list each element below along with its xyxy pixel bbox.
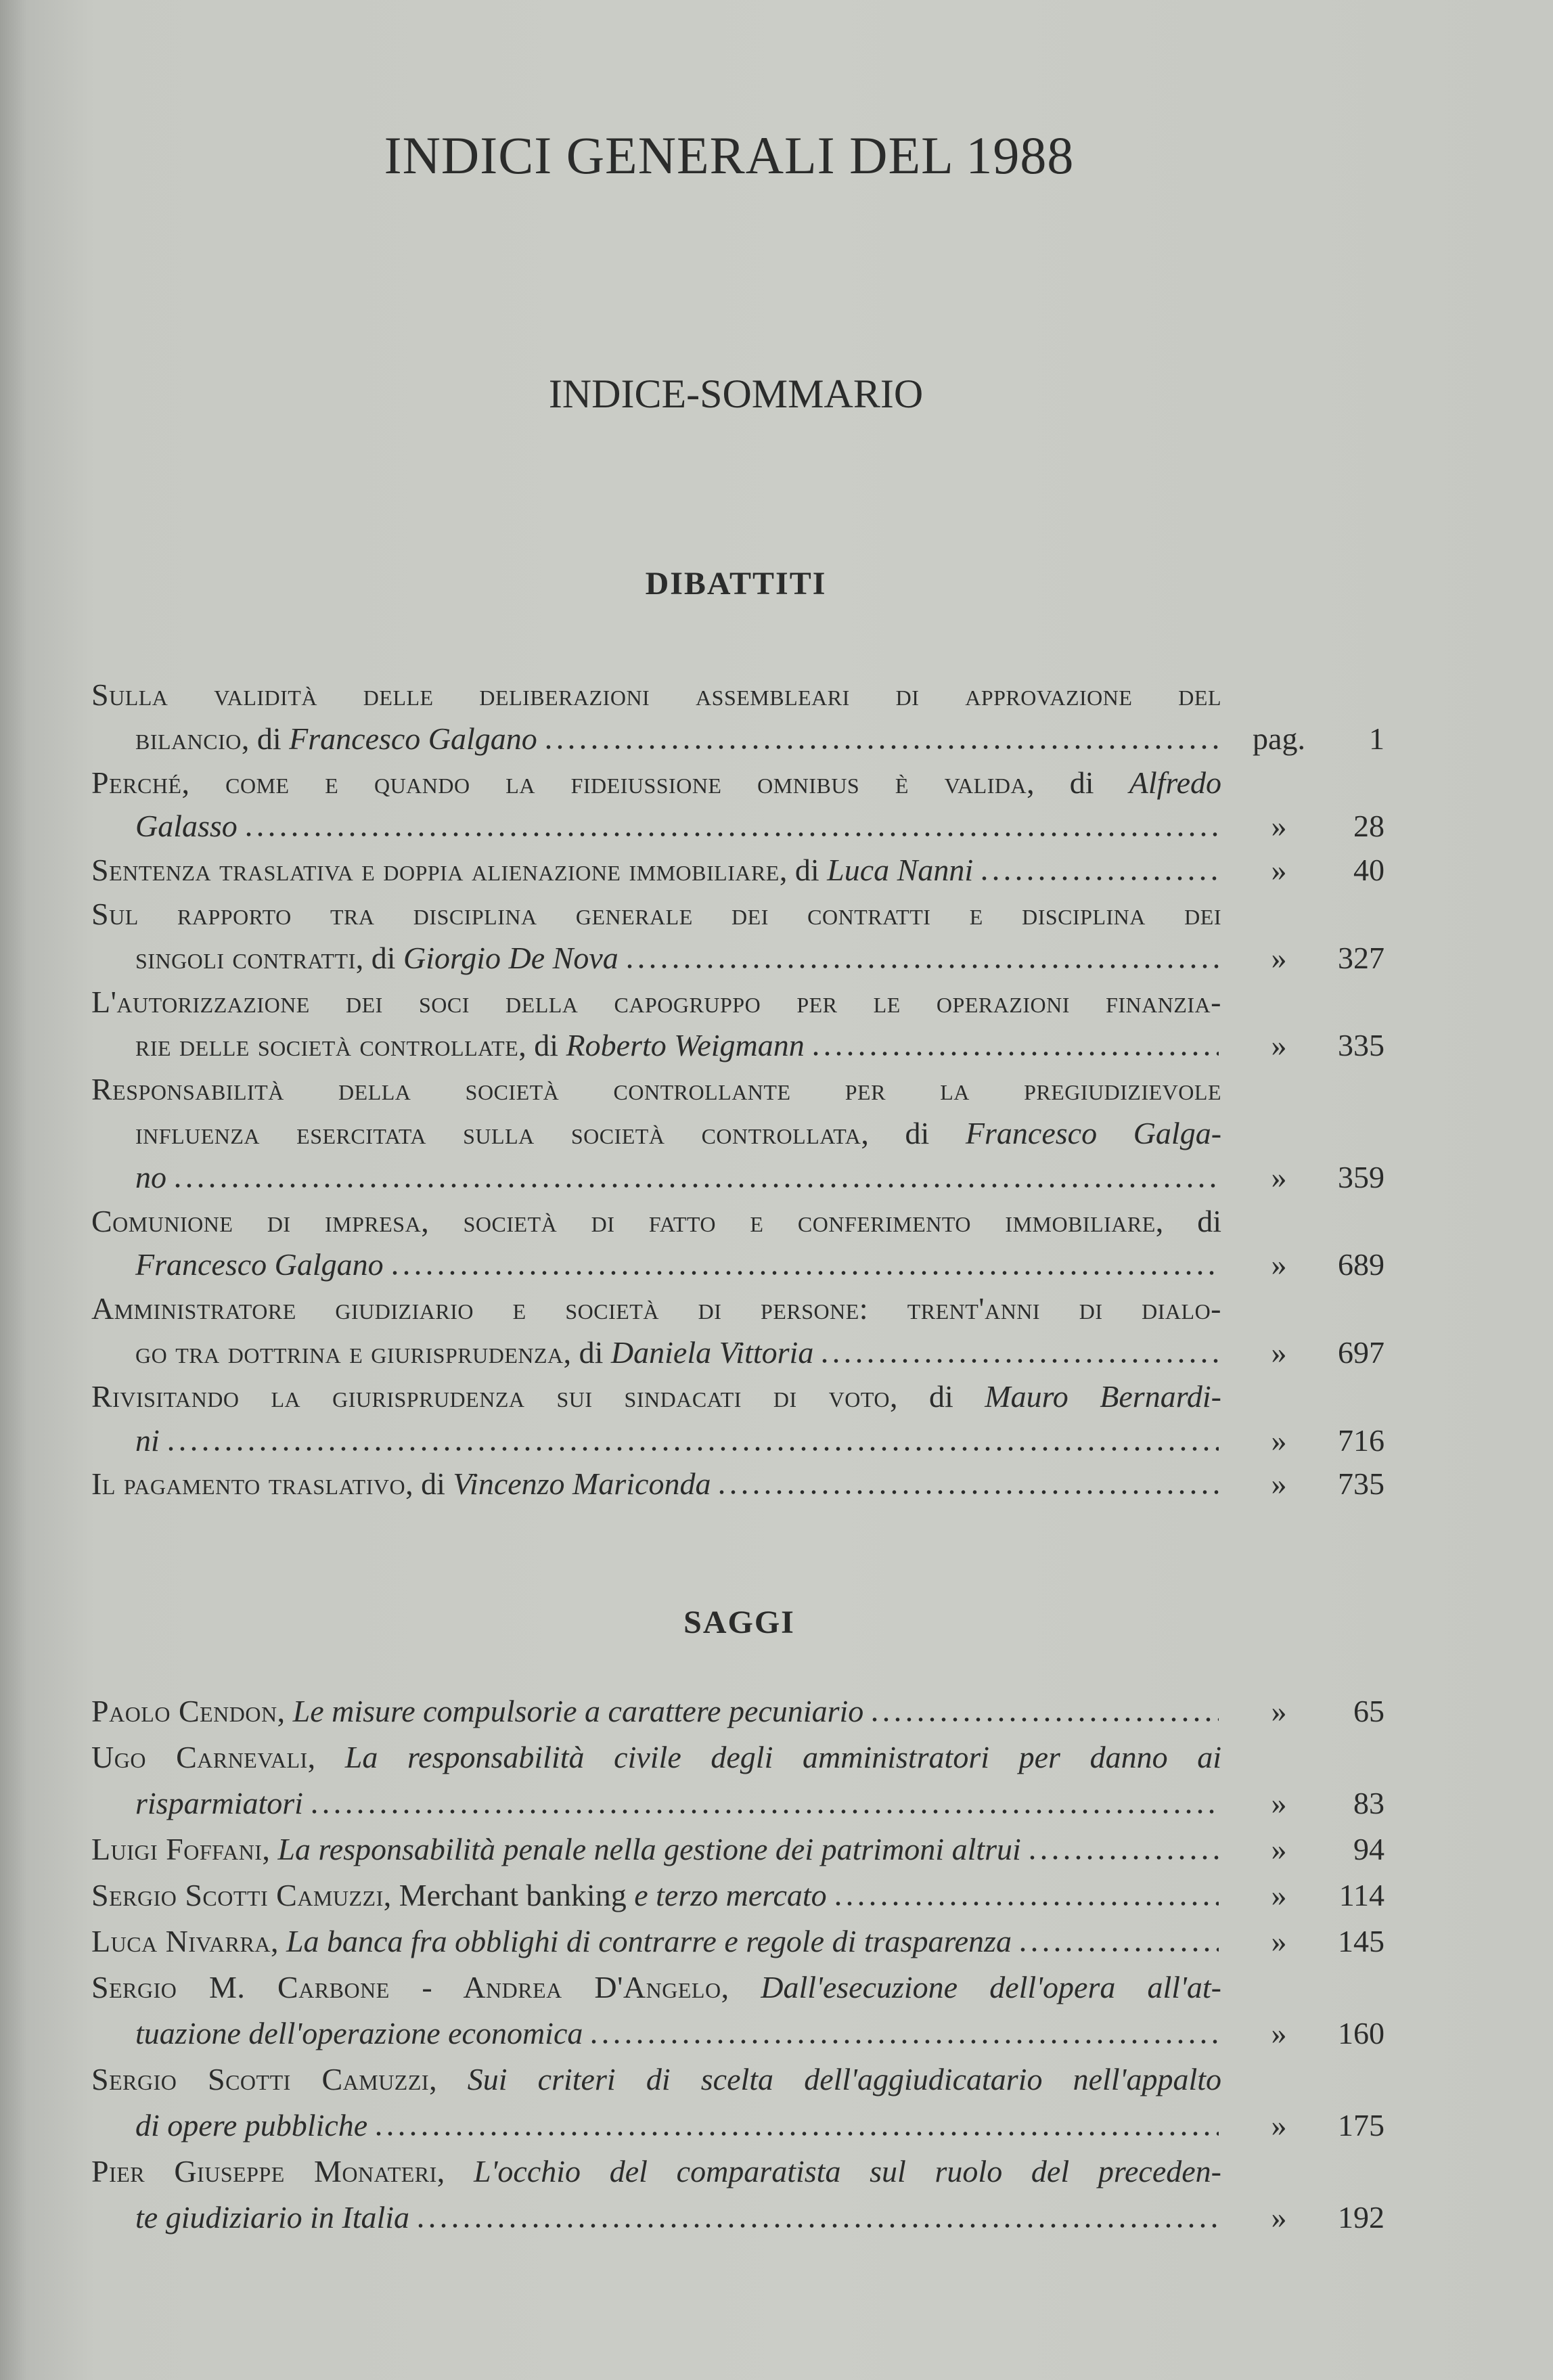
entry-title-smallcaps: L'autorizzazione dei soci della capogruppo per le operazioni finanzia- [91, 984, 1221, 1019]
dot-leader [373, 2132, 1219, 2136]
entry-italic-text: Daniela Vittoria [610, 1334, 814, 1370]
entry-line [91, 1287, 1385, 1331]
entry-text-segment: , di [861, 1115, 966, 1150]
entry-text [91, 2195, 1221, 2241]
entry-text-segment: , [429, 2062, 468, 2096]
entry-line [91, 717, 1385, 761]
index-entry [91, 1872, 1385, 1918]
page-number: 359 [1338, 1159, 1385, 1194]
entry-text-segment: , [436, 2154, 474, 2188]
entry-text [91, 1287, 1221, 1331]
index-entry [91, 1375, 1385, 1463]
index-entry [91, 673, 1385, 761]
entry-italic-text: e terzo mercato [634, 1878, 827, 1912]
index-entry [91, 981, 1385, 1069]
section-heading-saggi: SAGGI [683, 1604, 795, 1640]
entry-title-smallcaps: Sergio Scotti Camuzzi [91, 2062, 430, 2096]
entry-italic-text: Francesco Galgano [289, 721, 537, 756]
entry-title-smallcaps: Luigi Foffani [91, 1832, 263, 1866]
page-number: 735 [1338, 1466, 1385, 1502]
index-entry [91, 1734, 1385, 1826]
page-marker: » [1271, 1028, 1287, 1063]
entry-line [91, 1964, 1385, 2011]
entry-text-segment: , di [779, 853, 828, 888]
entry-line [91, 1375, 1385, 1419]
saggi-list [91, 1688, 1385, 2241]
entry-title-smallcaps: Ugo Carnevali [91, 1740, 308, 1774]
entry-line [91, 1734, 1385, 1780]
dot-leader [172, 1184, 1219, 1188]
entry-text [91, 1688, 1221, 1734]
page-marker: » [1271, 2200, 1287, 2235]
page-number: 697 [1338, 1334, 1385, 1370]
entry-line [91, 1331, 1385, 1375]
entry-text-segment: , Merchant banking [383, 1878, 635, 1912]
entry-title-smallcaps: Sentenza traslativa e doppia alienazione immobiliare [91, 853, 780, 888]
entry-text [91, 805, 1221, 849]
dot-leader [716, 1490, 1219, 1494]
entry-italic-text: ni [135, 1422, 160, 1458]
entry-line [91, 2195, 1385, 2241]
entry-italic-text: no [135, 1159, 166, 1194]
entry-text [91, 761, 1221, 805]
dibattiti-list [91, 673, 1385, 1506]
entry-line [91, 1688, 1385, 1734]
entry-text [91, 2011, 1221, 2057]
index-entry [91, 893, 1385, 981]
dot-leader [832, 1902, 1219, 1906]
entry-title-smallcaps: Sergio Scotti Camuzzi [91, 1878, 384, 1912]
page-number: 114 [1338, 1878, 1385, 1912]
entry-title-smallcaps: rie delle società controllate [135, 1028, 519, 1063]
page-marker: » [1271, 1334, 1287, 1370]
entry-text-segment: , [277, 1694, 293, 1728]
index-entry [91, 761, 1385, 849]
entry-title-smallcaps: Sul rapporto tra disciplina generale dei contratti e disciplina dei [91, 896, 1221, 931]
entry-text [91, 1872, 1221, 1918]
entry-text [91, 937, 1221, 981]
index-entry [91, 1688, 1385, 1734]
index-entry [91, 1287, 1385, 1375]
entry-line [91, 1243, 1385, 1287]
entry-text [91, 1156, 1221, 1200]
entry-text [91, 1734, 1221, 1778]
dot-leader [1027, 1856, 1219, 1860]
entry-text-segment: , di [355, 940, 404, 975]
page-marker: » [1271, 809, 1287, 844]
dot-leader [624, 964, 1219, 968]
dot-leader [543, 745, 1219, 749]
page-number: 160 [1338, 2016, 1385, 2050]
page-marker: » [1271, 2016, 1287, 2050]
index-entry [91, 1964, 1385, 2057]
dot-leader [588, 2040, 1219, 2044]
entry-title-smallcaps: singoli contratti [135, 940, 356, 975]
entry-text [91, 1375, 1221, 1419]
entry-line [91, 805, 1385, 849]
entry-text [91, 1243, 1221, 1287]
dot-leader [243, 832, 1219, 836]
page-number: 40 [1353, 853, 1385, 888]
entry-text [91, 1462, 1221, 1506]
dot-leader [810, 1052, 1219, 1056]
entry-line [91, 1780, 1385, 1826]
page-marker: » [1271, 1159, 1287, 1194]
dot-leader [1017, 1948, 1219, 1952]
entry-title-smallcaps: Sergio M. Carbone - Andrea D'Angelo [91, 1970, 721, 2004]
entry-title-smallcaps: Rivisitando la giurisprudenza sui sindacati di voto [91, 1378, 890, 1414]
page-marker: » [1271, 1832, 1287, 1866]
dot-leader [415, 2224, 1219, 2228]
entry-italic-text: te giudiziario in Italia [135, 2200, 410, 2235]
entry-text-segment: , [721, 1970, 761, 2004]
entry-title-smallcaps: Il pagamento traslativo [91, 1466, 406, 1502]
entry-title-smallcaps: Paolo Cendon [91, 1694, 277, 1728]
dot-leader [389, 1271, 1219, 1275]
entry-text [91, 2149, 1221, 2193]
page-marker: » [1271, 853, 1287, 888]
entry-line [91, 1112, 1385, 1156]
entry-line [91, 1462, 1385, 1506]
page-number: 689 [1338, 1247, 1385, 1282]
page-number: 327 [1338, 940, 1385, 975]
entry-text [91, 1964, 1221, 2008]
entry-line [91, 1826, 1385, 1872]
entry-title-smallcaps: go tra dottrina e giurisprudenza [135, 1334, 564, 1370]
dot-leader [165, 1447, 1219, 1451]
entry-text [91, 1331, 1221, 1375]
entry-italic-text: Mauro Bernardi- [985, 1378, 1221, 1414]
entry-text-segment: , di [1155, 1203, 1221, 1238]
entry-line [91, 1200, 1385, 1244]
entry-title-smallcaps: Luca Nivarra [91, 1924, 271, 1958]
entry-text-segment: , [307, 1740, 345, 1774]
entry-line [91, 981, 1385, 1025]
entry-italic-text: La responsabilità civile degli amministratori per danno ai [344, 1740, 1221, 1774]
index-entry [91, 1200, 1385, 1288]
entry-italic-text: La banca fra obblighi di contrarre e regole di trasparenza [286, 1924, 1012, 1958]
page-marker: » [1271, 1878, 1287, 1912]
entry-line [91, 1024, 1385, 1068]
entry-line [91, 673, 1385, 717]
index-entry [91, 1826, 1385, 1872]
page-number: 192 [1338, 2200, 1385, 2235]
entry-line [91, 2149, 1385, 2195]
entry-text-segment: , di [889, 1378, 985, 1414]
index-entry [91, 1068, 1385, 1199]
page-subtitle: INDICE-SOMMARIO [548, 372, 924, 416]
entry-text [91, 2057, 1221, 2101]
entry-title-smallcaps: Comunione di impresa, società di fatto e conferimento immobiliare [91, 1203, 1156, 1238]
page-number: 175 [1338, 2108, 1385, 2142]
entry-line [91, 1918, 1385, 1964]
entry-italic-text: Francesco Galgano [135, 1247, 384, 1282]
entry-italic-text: La responsabilità penale nella gestione dei patrimoni altrui [277, 1832, 1021, 1866]
page-marker: » [1271, 940, 1287, 975]
entry-text [91, 849, 1221, 893]
entry-line [91, 2011, 1385, 2057]
entry-text [91, 673, 1221, 717]
entry-text [91, 2103, 1221, 2149]
entry-line [91, 893, 1385, 937]
entry-title-smallcaps: Perché, come e quando la fideiussione omnibus è valida [91, 765, 1027, 800]
entry-italic-text: Roberto Weigmann [566, 1028, 805, 1063]
page-marker: » [1271, 1786, 1287, 1820]
page-number: 716 [1338, 1422, 1385, 1458]
entry-text-segment: , di [241, 721, 290, 756]
entry-text-segment: , di [518, 1028, 566, 1063]
dot-leader [978, 876, 1219, 880]
entry-text [91, 1024, 1221, 1068]
entry-text [91, 981, 1221, 1025]
entry-text-segment: , di [563, 1334, 611, 1370]
entry-line [91, 761, 1385, 805]
entry-text [91, 893, 1221, 937]
entry-line [91, 937, 1385, 981]
entry-line [91, 849, 1385, 893]
entry-title-smallcaps: Amministratore giudiziario e società di persone: trent'anni di dialo- [91, 1291, 1221, 1326]
entry-line [91, 2103, 1385, 2149]
index-entry [91, 1918, 1385, 1964]
page-number: 94 [1353, 1832, 1385, 1866]
page-number: 1 [1369, 721, 1385, 756]
page-marker: » [1271, 1466, 1287, 1502]
entry-title-smallcaps: influenza esercitata sulla società controllata [135, 1115, 861, 1150]
page-number: 65 [1353, 1694, 1385, 1728]
entry-text [91, 1200, 1221, 1244]
entry-italic-text: Sui criteri di scelta dell'aggiudicatario nell'appalto [467, 2062, 1221, 2096]
entry-text-segment: , [262, 1832, 278, 1866]
dot-leader [309, 1810, 1219, 1814]
entry-line [91, 1068, 1385, 1112]
entry-italic-text: risparmiatori [135, 1786, 303, 1820]
entry-title-smallcaps: Pier Giuseppe Monateri [91, 2154, 437, 2188]
entry-text [91, 717, 1221, 761]
index-entry [91, 2149, 1385, 2241]
page-marker: » [1271, 1247, 1287, 1282]
page-number: 145 [1338, 1924, 1385, 1958]
entry-italic-text: Giorgio De Nova [403, 940, 618, 975]
page-marker: pag. [1253, 721, 1305, 756]
index-entry [91, 849, 1385, 893]
entry-italic-text: tuazione dell'operazione economica [135, 2016, 583, 2050]
entry-text [91, 1419, 1221, 1463]
page-marker: » [1271, 1694, 1287, 1728]
entry-text [91, 1112, 1221, 1156]
dot-leader [869, 1717, 1219, 1722]
entry-italic-text: Alfredo [1129, 765, 1221, 800]
dot-leader [819, 1359, 1219, 1363]
entry-italic-text: Dall'esecuzione dell'opera all'at- [761, 1970, 1221, 2004]
page-number: 28 [1353, 809, 1385, 844]
index-entry [91, 2057, 1385, 2149]
entry-line [91, 1419, 1385, 1463]
entry-italic-text: Galasso [135, 809, 238, 844]
index-entry [91, 1462, 1385, 1506]
entry-italic-text: Vincenzo Mariconda [453, 1466, 711, 1502]
entry-italic-text: Le misure compulsorie a carattere pecuniario [292, 1694, 864, 1728]
entry-italic-text: Francesco Galga- [965, 1115, 1221, 1150]
page-marker: » [1271, 1422, 1287, 1458]
entry-line [91, 2057, 1385, 2103]
entry-text [91, 1826, 1221, 1872]
entry-italic-text: L'occhio del comparatista sul ruolo del preceden- [474, 2154, 1221, 2188]
entry-text-segment: , di [405, 1466, 453, 1502]
entry-text [91, 1918, 1221, 1964]
entry-title-smallcaps: Responsabilità della società controllante per la pregiudizievole [91, 1072, 1221, 1107]
entry-italic-text: Luca Nanni [827, 853, 974, 888]
entry-title-smallcaps: bilancio [135, 721, 242, 756]
entry-text-segment: , [270, 1924, 286, 1958]
entry-title-smallcaps: Sulla validità delle deliberazioni assembleari di approvazione del [91, 677, 1221, 712]
page-marker: » [1271, 1924, 1287, 1958]
page-marker: » [1271, 2108, 1287, 2142]
entry-line [91, 1872, 1385, 1918]
entry-text-segment: , di [1027, 765, 1129, 800]
page-number: 335 [1338, 1028, 1385, 1063]
section-heading-dibattiti: DIBATTITI [645, 566, 827, 602]
entry-italic-text: di opere pubbliche [135, 2108, 368, 2142]
entry-text [91, 1780, 1221, 1826]
page-title: INDICI GENERALI DEL 1988 [384, 126, 1075, 185]
page-number: 83 [1353, 1786, 1385, 1820]
entry-text [91, 1068, 1221, 1112]
entry-line [91, 1156, 1385, 1200]
